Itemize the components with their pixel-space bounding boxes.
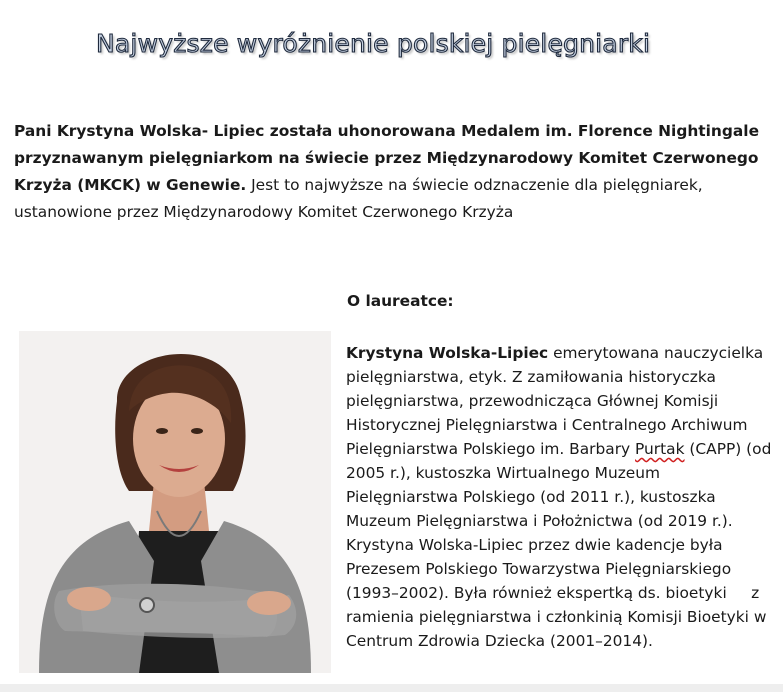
laureate-name: Krystyna Wolska-Lipiec xyxy=(346,344,549,362)
bio-text-2: (CAPP) (od 2005 r.), kustoszka Wirtualnego Muzeum Pielęgniarstwa Polskiego (od 2011 r.), kustoszka Muzeum Pielęgniarstwa i Położnictwa (od 2019 r.). Krystyna Wolska-Lipiec przez dwie kadencje była Prezesem Polskiego Towarzystwa Pielęgniarskiego (1993–2002). Była również ekspertką ds. bioetyki z ramienia pielęgniarstwa i członkinią Komisji Bioetyki w Centrum Zdrowia Dziecka (2001–2014). xyxy=(346,440,777,650)
portrait-photo-icon xyxy=(19,331,331,673)
page-title: Najwyższe wyróżnienie polskiej pielęgniarki xyxy=(96,28,651,58)
intro-paragraph xyxy=(14,118,774,226)
intro-bold-text: Pani Krystyna Wolska- Lipiec została uhonorowana Medalem im. Florence Nightingale przyznawanym pielęgniarkom na świecie przez Międzynarodowy Komitet Czerwonego Krzyża (MKCK) w Genewie. xyxy=(14,122,760,194)
bio-paragraph xyxy=(346,341,776,653)
bottom-strip xyxy=(0,684,783,692)
laureate-photo xyxy=(19,331,331,673)
section-heading: O laureatce: xyxy=(347,292,454,310)
spellcheck-underlined-word: Purtak xyxy=(635,440,685,458)
intro-normal-text: Jest to najwyższe na świecie odznaczenie dla pielęgniarek, ustanowione przez Międzynarodowy Komitet Czerwonego Krzyża xyxy=(14,176,703,221)
bio-text-1: emerytowana nauczycielka pielęgniarstwa, etyk. Z zamiłowania historyczka pielęgniarstwa, przewodnicząca Głównej Komisji Historycznej Pielęgniarstwa i Centralnego Archiwum Pielęgniarstwa Polskiego im. Barbary xyxy=(346,344,764,458)
